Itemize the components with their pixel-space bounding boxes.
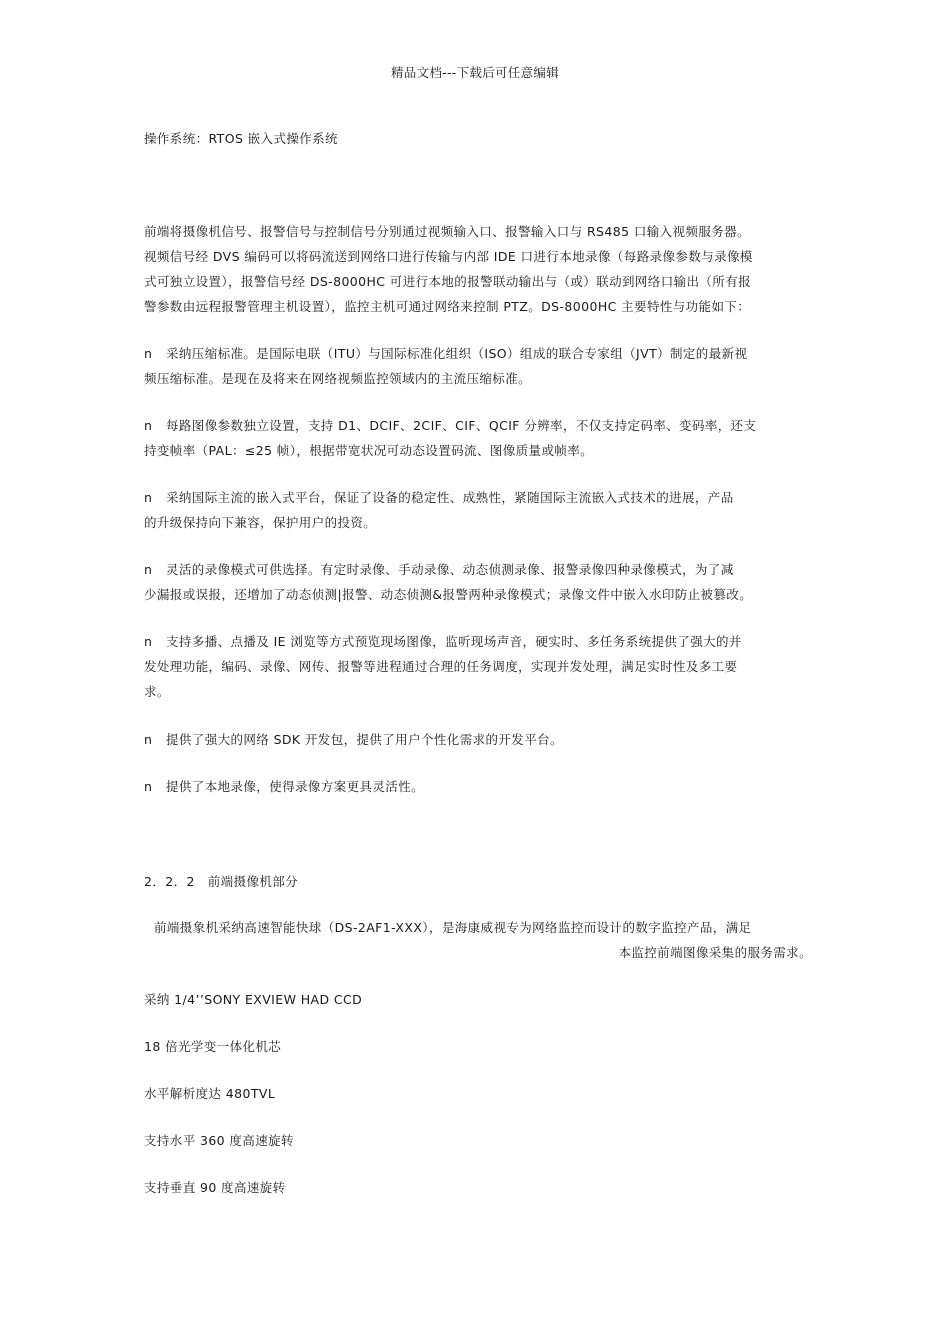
os-line-text: 操作系统：RTOS 嵌入式操作系统 <box>144 131 338 146</box>
spec-text: 支持水平 360 度高速旋转 <box>144 1133 294 1148</box>
spec-text: 支持垂直 90 度高速旋转 <box>144 1180 286 1195</box>
camera-intro-line: 本监控前端图像采集的服务需求。 <box>618 945 812 960</box>
feature-line: 发处理功能，编码、录像、网传、报警等进程通过合理的任务调度，实现并发处理，满足实时性及多工要 <box>144 659 738 674</box>
feature-item <box>144 485 812 535</box>
feature-line <box>144 485 812 510</box>
feature-line: 持变帧率（PAL：≤25 帧），根据带宽状况可动态设置码流、图像质量或帧率。 <box>144 443 594 458</box>
feature-line: 频压缩标准。是现在及将来在网络视频监控领域内的主流压缩标准。 <box>144 371 532 386</box>
feature-item <box>144 727 812 752</box>
feature-item <box>144 557 812 607</box>
intro-line: 式可独立设置），报警信号经 DS-8000HC 可进行本地的报警联动输出与（或）联动到网络口输出（所有报 <box>144 274 752 289</box>
feature-line <box>144 341 812 366</box>
feature-item <box>144 413 812 463</box>
feature-line <box>144 629 812 654</box>
spec-item <box>144 1128 812 1153</box>
spec-item <box>144 1081 812 1106</box>
bullet-marker: n <box>144 779 153 794</box>
spec-text: 18 倍光学变一体化机芯 <box>144 1039 282 1054</box>
feature-text: 每路图像参数独立设置，支持 D1、DCIF、2CIF、CIF、QCIF 分辨率，不仅支持定码率、变码率，还支 <box>166 418 757 433</box>
feature-line <box>144 774 812 799</box>
spec-item <box>144 1175 812 1200</box>
spec-item <box>144 1034 812 1059</box>
feature-line <box>144 557 812 582</box>
bullet-marker: n <box>144 562 153 577</box>
feature-text: 灵活的录像模式可供选择。有定时录像、手动录像、动态侦测录像、报警录像四种录像模式，为了减 <box>166 562 734 577</box>
feature-line: 的升级保持向下兼容，保护用户的投资。 <box>144 515 377 530</box>
intro-line: 前端将摄像机信号、报警信号与控制信号分别通过视频输入口、报警输入口与 RS485 口输入视频服务器。 <box>144 224 750 239</box>
intro-line: 视频信号经 DVS 编码可以将码流送到网络口进行传输与内部 IDE 口进行本地录像（每路录像参数与录像模 <box>144 249 753 264</box>
intro-paragraph <box>144 219 812 319</box>
intro-line: 警参数由远程报警管理主机设置），监控主机可通过网络来控制 PTZ。DS-8000HC 主要特性与功能如下： <box>144 299 751 314</box>
feature-text: 提供了强大的网络 SDK 开发包，提供了用户个性化需求的开发平台。 <box>166 732 563 747</box>
bullet-marker: n <box>144 732 153 747</box>
bullet-marker: n <box>144 634 153 649</box>
section-heading <box>144 869 812 894</box>
feature-line: 求。 <box>144 684 170 699</box>
spec-text: 采纳 1/4’’SONY EXVIEW HAD CCD <box>144 992 363 1007</box>
feature-line: 少漏报或误报，还增加了动态侦测|报警、动态侦测&报警两种录像模式；录像文件中嵌入水印防止被篡改。 <box>144 587 753 602</box>
feature-text: 提供了本地录像，使得录像方案更具灵活性。 <box>166 779 425 794</box>
feature-text: 采纳压缩标准。是国际电联（ITU）与国际标准化组织（ISO）组成的联合专家组（JVT）制定的最新视 <box>166 346 748 361</box>
spec-text: 水平解析度达 480TVL <box>144 1086 276 1101</box>
bullet-marker: n <box>144 346 153 361</box>
feature-text: 采纳国际主流的嵌入式平台，保证了设备的稳定性、成熟性，紧随国际主流嵌入式技术的进展，产品 <box>166 490 734 505</box>
camera-intro-line: 前端摄象机采纳高速智能快球（DS-2AF1-XXX），是海康威视专为网络监控而设计的数字监控产品，满足 <box>154 920 752 935</box>
section-heading-text: 2．2．2 前端摄像机部分 <box>144 874 299 889</box>
feature-text: 支持多播、点播及 IE 浏览等方式预览现场图像，监听现场声音，硬实时、多任务系统提供了强大的并 <box>166 634 742 649</box>
bullet-marker: n <box>144 418 153 433</box>
feature-item <box>144 774 812 799</box>
feature-item <box>144 629 812 704</box>
page-header: 精品文档---下载后可任意编辑 <box>390 65 560 80</box>
camera-intro <box>144 915 812 965</box>
os-line <box>144 126 812 151</box>
feature-item <box>144 341 812 391</box>
bullet-marker: n <box>144 490 153 505</box>
feature-line <box>144 727 812 752</box>
spec-item <box>144 987 812 1012</box>
feature-line <box>144 413 812 438</box>
